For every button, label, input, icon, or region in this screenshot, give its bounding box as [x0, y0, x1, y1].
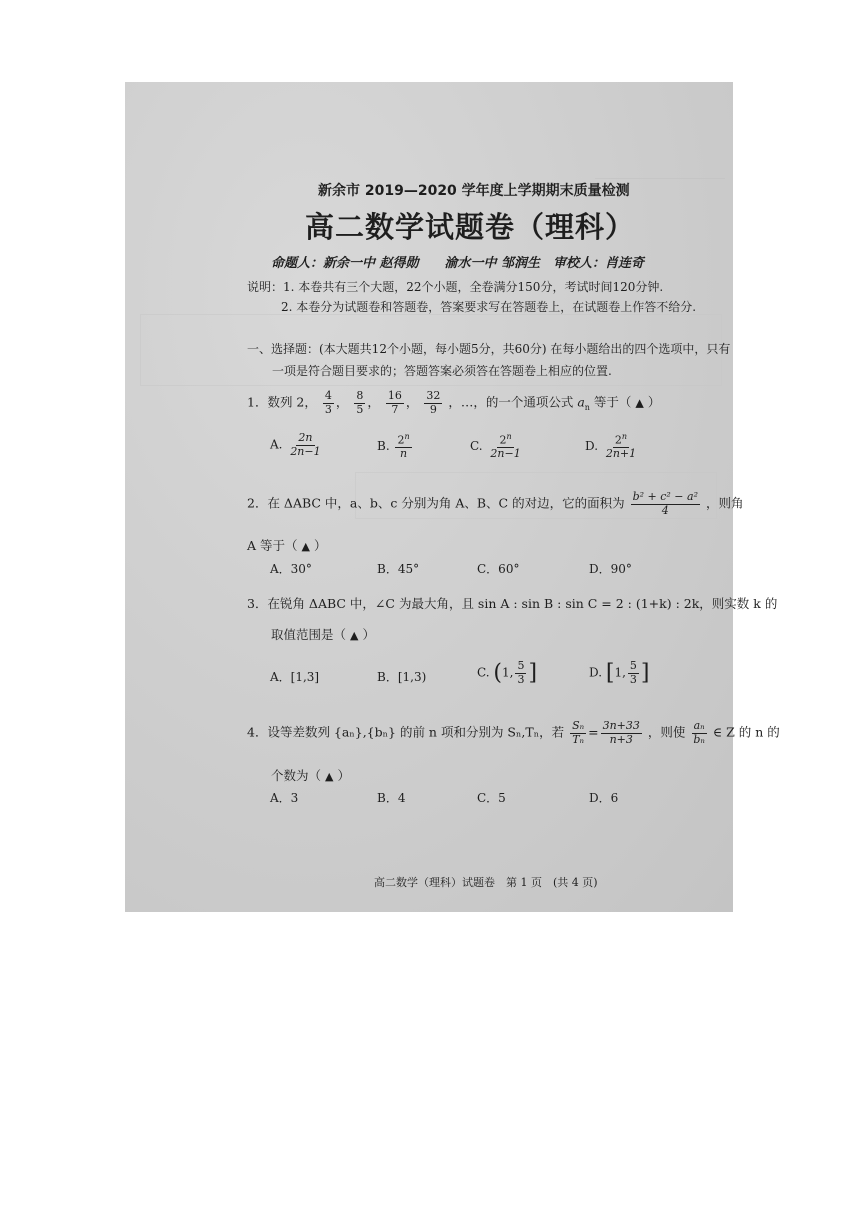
q1-option-c — [470, 432, 525, 461]
q2-area-frac — [631, 491, 700, 517]
q4-frac-ab — [691, 720, 707, 746]
q1-frac-3-num: 16 — [387, 389, 402, 402]
q4-frac-ratio-den: n+3 — [609, 732, 633, 746]
q1-option-d — [585, 432, 640, 461]
q3-option-c-den: 3 — [517, 672, 525, 686]
q3-option-c-label: C. — [477, 665, 490, 680]
q1-option-d-frac — [604, 432, 638, 461]
q1-option-d-num — [613, 432, 629, 448]
question-3: 3．在锐角 ΔABC 中，∠C 为最大角，且 sin A : sin B : sin C = 2 : (1+k) : 2k，则实数 k 的 — [247, 596, 778, 611]
q3-option-d-label: D. — [589, 665, 603, 680]
q1-option-d-den: 2n+1 — [605, 447, 637, 461]
question-4-line-2 — [271, 766, 350, 784]
q3-option-c-frac — [515, 660, 526, 686]
q1-option-b-exp: n — [404, 432, 410, 441]
q4-post: ∈ Z 的 n 的 — [712, 724, 780, 740]
q3-option-d-frac — [628, 660, 639, 686]
question-3-line-2 — [271, 625, 375, 643]
q4-equals: = — [588, 724, 599, 740]
section-heading-line-1: 一、选择题：(本大题共12个小题，每小题5分，共60分) 在每小题给出的四个选项中，只有 — [247, 342, 731, 356]
q3-option-a: A．[1,3] — [270, 670, 320, 684]
exam-title: 高二数学试题卷（理科） — [305, 210, 636, 244]
q2-line-2-text: A 等于（ — [247, 538, 298, 553]
q1-frac-4-den: 9 — [429, 402, 437, 416]
answer-marker-triangle: ▲ — [325, 770, 334, 783]
q4-option-b: B．4 — [377, 791, 406, 805]
q4-option-c: C．5 — [477, 791, 506, 805]
q1-option-c-base: 2 — [499, 433, 507, 447]
q1-option-a — [270, 432, 325, 458]
q1-option-a-label: A. — [270, 437, 283, 452]
q1-frac-1-den: 3 — [324, 402, 332, 416]
q1-option-c-frac — [488, 432, 522, 461]
q4-frac-st-num: Sₙ — [572, 719, 585, 732]
q2-prefix: 2．在 ΔABC 中，a、b、c 分别为角 A、B、C 的对边，它的面积为 — [247, 495, 625, 511]
answer-marker-triangle: ▲ — [635, 396, 644, 410]
q4-option-a: A．3 — [270, 791, 299, 805]
q3-option-c-right-bracket: ] — [528, 660, 538, 686]
q1-middle: ，…，的一个通项公式 — [448, 394, 574, 410]
q4-prefix: 4．设等差数列 {aₙ},{bₙ} 的前 n 项和分别为 Sₙ,Tₙ，若 — [247, 724, 565, 740]
q1-option-a-den: 2n−1 — [290, 444, 321, 458]
q1-an: a — [577, 394, 585, 410]
q3-option-d-right-bracket: ] — [640, 660, 650, 686]
note-line-2: 2. 本卷分为试题卷和答题卷，答案要求写在答题卷上，在试题卷上作答不给分. — [281, 300, 697, 314]
q4-line-2-text: 个数为（ — [271, 768, 322, 783]
exam-subtitle: 新余市 2019—2020 学年度上学期期末质量检测 — [318, 183, 630, 199]
note-line-1: 说明：1. 本卷共有三个大题，22个小题，全卷满分150分，考试时间120分钟. — [247, 280, 664, 294]
q4-frac-ab-den: bₙ — [693, 732, 705, 746]
page-footer: 高二数学（理科）试题卷 第 1 页 (共 4 页) — [374, 876, 598, 889]
q1-option-b-num — [395, 432, 411, 448]
q1-frac-1-num: 4 — [324, 389, 332, 402]
q4-close: ） — [337, 768, 350, 783]
q3-option-d-left-bracket: [ — [605, 660, 615, 686]
q4-frac-ab-num: aₙ — [693, 719, 705, 732]
q4-frac-st-den: Tₙ — [572, 732, 584, 746]
q1-frac-4-num: 32 — [426, 389, 441, 402]
q1-option-a-num: 2n — [298, 431, 313, 444]
q3-option-c-left-bracket: ( — [493, 660, 502, 686]
question-4 — [247, 720, 780, 746]
q1-option-c-exp: n — [506, 432, 512, 441]
q1-option-a-frac — [288, 432, 322, 458]
q1-option-b-frac — [395, 432, 411, 461]
q3-option-c-start: 1, — [502, 665, 514, 680]
q1-option-b-den: n — [400, 447, 408, 461]
q1-frac-3 — [386, 390, 404, 416]
q1-close: ） — [647, 394, 661, 410]
q1-frac-2-den: 5 — [356, 402, 364, 416]
q1-option-c-den: 2n−1 — [490, 447, 521, 461]
q2-post: ，则角 — [705, 495, 744, 511]
q1-option-b — [377, 432, 414, 461]
q1-option-d-label: D. — [585, 438, 599, 453]
q4-option-d: D．6 — [589, 791, 619, 805]
section-heading-line-2: 一项是符合题目要求的；答题答案必须答在答题卷上相应的位置. — [272, 364, 612, 378]
q4-frac-st — [570, 720, 586, 746]
q3-option-b: B．[1,3) — [377, 670, 427, 684]
question-2 — [247, 491, 744, 517]
answer-marker-triangle: ▲ — [301, 540, 310, 553]
q3-option-d-start: 1, — [614, 665, 626, 680]
q1-prefix: 1．数列 2， — [247, 394, 317, 410]
q1-frac-4 — [424, 390, 442, 416]
q1-option-d-base: 2 — [614, 433, 622, 447]
exam-authors: 命题人：新余一中 赵得勋 渝水一中 邹润生 审校人：肖连奇 — [271, 256, 645, 271]
q2-option-a: A．30° — [270, 562, 312, 576]
q1-post: 等于（ — [593, 394, 632, 410]
q2-option-b: B．45° — [377, 562, 420, 576]
q3-option-c-num: 5 — [517, 659, 525, 672]
q1-frac-2 — [354, 390, 365, 416]
q2-area-den: 4 — [661, 503, 669, 517]
q4-frac-ratio — [601, 720, 642, 746]
q2-area-num: b² + c² − a² — [632, 490, 698, 503]
q2-option-c: C．60° — [477, 562, 520, 576]
q1-option-c-num — [497, 432, 513, 448]
q3-option-c — [477, 660, 537, 686]
q1-frac-2-num: 8 — [356, 389, 364, 402]
q1-frac-1 — [323, 390, 334, 416]
q3-option-d — [589, 660, 649, 686]
q1-option-b-base: 2 — [397, 433, 405, 447]
question-1: 1．数列 2， $\frac{4}{3}$ ， $\frac{8}{5}$ ， $\frac{16}{7}$ ， $\frac{32}{9}$ ，…，的一个通项公式 $a_n$ 等于（ ▲ ） — [247, 389, 661, 416]
q1-an-sub: n — [584, 403, 590, 413]
q4-frac-ratio-num: 3n+33 — [602, 719, 640, 732]
question-2-line-2 — [247, 536, 326, 554]
q4-middle: ，则使 — [647, 724, 686, 740]
q1-option-d-exp: n — [621, 432, 628, 441]
q2-option-d: D．90° — [589, 562, 632, 576]
scanned-exam-page — [125, 82, 780, 912]
q1-option-b-label: B. — [377, 438, 390, 453]
q1-option-c-label: C. — [470, 438, 483, 453]
q3-line-2-text: 取值范围是（ — [271, 627, 347, 642]
q1-frac-3-den: 7 — [391, 402, 399, 416]
answer-marker-triangle: ▲ — [350, 629, 359, 642]
q3-close: ） — [362, 627, 375, 642]
q2-close: ） — [313, 538, 327, 553]
q3-option-d-den: 3 — [629, 672, 637, 686]
q3-option-d-num: 5 — [629, 659, 637, 672]
